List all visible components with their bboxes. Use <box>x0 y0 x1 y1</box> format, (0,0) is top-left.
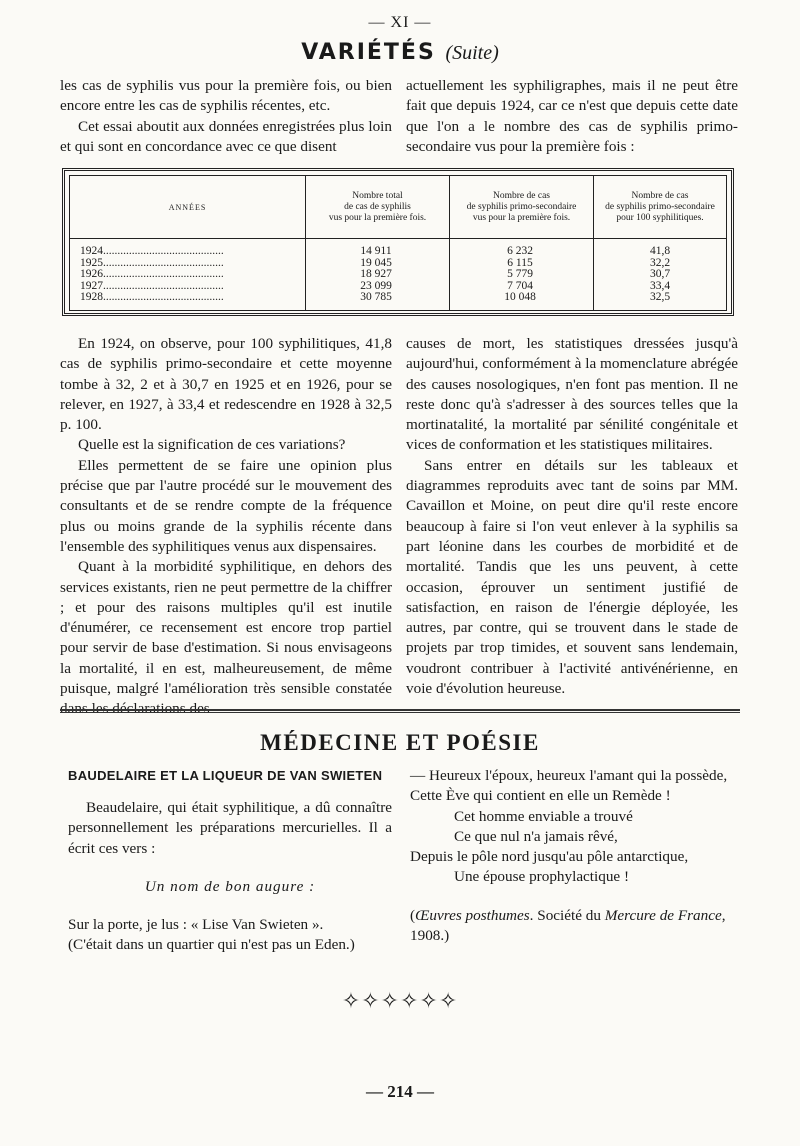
intro-paragraph: Beaudelaire, qui était syphilitique, a dû connaître personnellement les préparations mercurielles. Il a écrit ces vers : <box>68 799 392 857</box>
table-body <box>70 246 726 304</box>
ornament-icon: ✧✧✧✧✧✧ <box>341 988 459 1013</box>
header-annees: ANNÉES <box>168 202 207 212</box>
poem-title: Un nom de bon augure : <box>144 877 316 895</box>
table-row: 1927.......................................... 23 099 7 704 33,4 <box>80 279 671 292</box>
source-citation: (Œuvres posthumes. Société du Mercure de France, 1908.) <box>410 906 726 945</box>
paragraph: causes de mort, les statistiques dressées jusqu'à aujourd'hui, conformément à la momenclature abrégée des causes nosologiques, n'en font pas mention. Il ne reste donc qu'à s'adresser à des sources telles que la mortinatalité, la mortalité par sénilité congénitale et vices de conformation et les statistiques militaires. <box>406 335 738 454</box>
divider <box>60 712 740 713</box>
paragraph: En 1924, on observe, pour 100 syphilitiques, 41,8 cas de syphilis primo-secondaire et cette moyenne tombe à 32, 2 et à 30,7 en 1925 et en 1926, pour se relever, en 1927, à 33,4 et redescendre en 1928 à 32,5 p. 100. <box>60 335 392 434</box>
section-suite: (Suite) <box>445 42 499 64</box>
header-total-cases: Nombre total de cas de syphilis vus pour la première fois. <box>328 190 427 223</box>
verse: Sur la porte, je lus : « Lise Van Swieten ». <box>68 916 324 934</box>
body-left-column <box>60 334 392 720</box>
verse: Cette Ève qui contient en elle un Remède ! <box>410 787 671 805</box>
table-row: 1925.......................................... 19 045 6 115 32,2 <box>80 256 671 269</box>
body-right-column <box>406 334 738 699</box>
divider <box>60 709 740 711</box>
verse: — Heureux l'époux, heureux l'amant qui la possède, <box>410 767 728 784</box>
medecine-subtitle: BAUDELAIRE ET LA LIQUEUR DE VAN SWIETEN <box>68 768 383 783</box>
section-title <box>0 40 800 65</box>
section-title-text: VARIÉTÉS <box>301 40 436 65</box>
verse: Une épouse prophylactique ! <box>454 868 630 886</box>
paragraph: Sans entrer en détails sur les tableaux et diagrammes reproduits avec tant de soins par MM. Cavaillon et Moine, on peut dire qu'il reste encore beaucoup à faire si l'on veut enlever à la syphilis sa part léonine dans les courbes de morbidité et de mortalité. Tandis que les uns peuvent, à cette occasion, éprouver un sentiment justifié de satisfaction, en raison de l'énergie déployée, les autres, par contre, qui se trouvent dans le stade de projets par trop timides, et souvent sans lendemain, voudront contribuer à l'activité antivénérienne, en voie d'évolution heureuse. <box>406 456 738 698</box>
verse: Ce que nul n'a jamais rêvé, <box>454 827 618 845</box>
header-primo-cases: Nombre de cas de syphilis primo-secondaire vus pour la première fois. <box>466 190 577 223</box>
poem-left-column <box>68 798 392 956</box>
medecine-title: MÉDECINE ET POÉSIE <box>260 730 540 755</box>
poem-right-column <box>410 766 740 946</box>
verse: Cet homme enviable a trouvé <box>454 807 633 825</box>
paragraph: les cas de syphilis vus pour la première fois, ou bien encore entre les cas de syphilis récentes, etc. <box>60 77 392 115</box>
verse: Depuis le pôle nord jusqu'au pôle antarctique, <box>410 848 689 866</box>
header-percentage: Nombre de cas de syphilis primo-secondaire pour 100 syphilitiques. <box>605 190 715 223</box>
table-row: 1928.......................................... 30 785 10 048 32,5 <box>80 291 671 304</box>
intro-left-column <box>60 76 392 157</box>
statistics-table <box>62 168 734 316</box>
paragraph: Quant à la morbidité syphilitique, en dehors des services existants, rien ne peut permettre de la chiffrer ; et pour des raisons multiples qu'il est inutile d'énumérer, ce recensement est encore trop partiel pour servir de base d'estimation. Si nous envisageons la mortalité, il en est, malheureusement, de même puisque, malgré l'amélioration très sensible constatée <box>60 558 392 698</box>
table-header-row <box>70 176 726 239</box>
paragraph: Quelle est la signification de ces variations? <box>78 436 346 454</box>
intro-right-column <box>406 76 738 157</box>
page-header: — XI — <box>368 14 432 31</box>
table-row: 1926.......................................... 18 927 5 779 30,7 <box>80 268 671 281</box>
paragraph: Cet essai aboutit aux données enregistrées plus loin et qui sont en concordance avec ce que disent <box>60 117 392 155</box>
paragraph: Elles permettent de se faire une opinion plus précise que par l'autre procédé sur le mouvement des consultants et de se rendre compte de la fréquence plus ou moins grande de la syphilis récente dans l'ensemble des syphilitiques venus aux dispensaires. <box>60 456 392 555</box>
paragraph: actuellement les syphiligraphes, mais il ne peut être fait que depuis 1924, car ce n'est que depuis cette date que l'on a le nombre des cas de syphilis primo-secondaire vus pour la première fois : <box>406 77 738 155</box>
table-row: 1924.......................................... 14 911 6 232 41,8 <box>80 245 671 257</box>
verse: (C'était dans un quartier qui n'est pas un Eden.) <box>68 936 355 954</box>
page-folio: — 214 — <box>366 1082 434 1101</box>
